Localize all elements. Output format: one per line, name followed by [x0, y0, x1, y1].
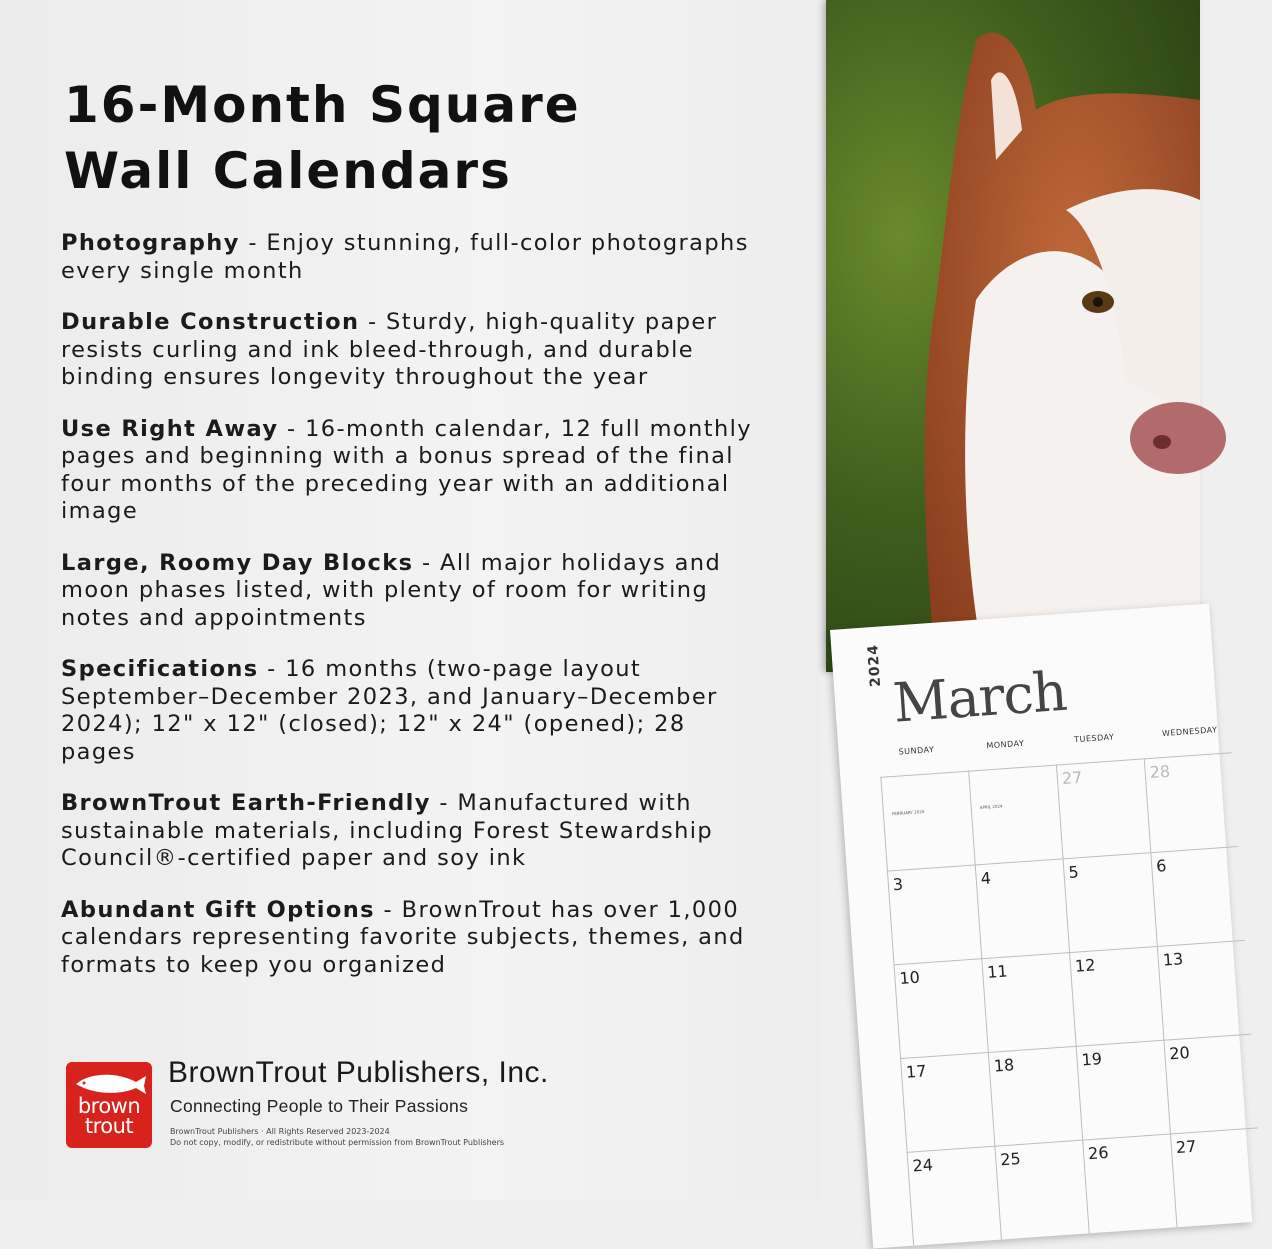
feature-title: Photography — [61, 230, 240, 256]
day-number: 19 — [1080, 1049, 1103, 1070]
day-number: 17 — [905, 1061, 928, 1082]
day-cell — [988, 1046, 1082, 1146]
day-cell — [1144, 752, 1238, 852]
day-number: 11 — [986, 961, 1009, 982]
day-cell — [1076, 1040, 1170, 1140]
page-title — [64, 72, 764, 204]
calendar-month: March — [891, 659, 1069, 735]
day-cell — [887, 864, 981, 964]
feature-list — [61, 230, 761, 1003]
day-header-wednesday: WEDNESDAY — [1161, 725, 1218, 739]
feature-text: - Manufactured with sustainable materials, including Forest Stewardship Council®-certified paper and soy ink — [61, 790, 714, 871]
day-cell — [1056, 758, 1150, 858]
feature-use-right-away — [61, 416, 761, 526]
feature-title: BrownTrout Earth-Friendly — [61, 790, 431, 816]
day-number: 27 — [1061, 767, 1083, 789]
day-cell — [981, 952, 1075, 1052]
publisher-tagline: Connecting People to Their Passions — [170, 1096, 469, 1116]
day-cell — [907, 1146, 1001, 1246]
day-cell — [880, 771, 974, 871]
day-number: 26 — [1087, 1142, 1110, 1164]
feature-text: - BrownTrout has over 1,000 calendars representing favorite subjects, themes, and formats to keep you organized — [61, 896, 745, 978]
feature-title: Specifications — [61, 656, 259, 682]
logo-line-1: brown — [77, 1094, 141, 1118]
calendar-preview — [820, 0, 1218, 1200]
feature-text: - Sturdy, high-quality paper resists curling and ink bleed-through, and durable binding ensures longevity throughout the year — [61, 309, 718, 390]
day-number: 13 — [1162, 949, 1184, 970]
day-cell — [968, 765, 1062, 865]
feature-durable-construction — [61, 309, 761, 392]
day-cell — [994, 1140, 1088, 1240]
day-header-tuesday: TUESDAY — [1073, 732, 1115, 745]
day-number: 3 — [892, 874, 904, 895]
feature-photography — [61, 230, 761, 285]
day-number: 27 — [1175, 1136, 1197, 1158]
day-cell — [1069, 946, 1163, 1046]
title-line-2: Wall Calendars — [64, 142, 512, 200]
day-header-sunday: SUNDAY — [898, 745, 935, 757]
dog-photo — [826, 0, 1200, 672]
feature-specifications — [61, 656, 761, 766]
feature-text: - All major holidays and moon phases listed, with plenty of room for writing notes and appointments — [61, 549, 722, 631]
calendar-grid — [880, 752, 1272, 1246]
day-cell — [1150, 846, 1244, 946]
day-number: 28 — [1149, 761, 1171, 783]
title-line-1: 16-Month Square — [64, 76, 581, 134]
mini-calendar-april: APRIL 2024 — [979, 803, 1003, 810]
feature-text: - 16 months (two-page layout September–December 2023, and January–December 2024); 12" x 12" (closed); 12" x 24" (opened); 28 pages — [61, 656, 718, 765]
feature-text: - 16-month calendar, 12 full monthly pages and beginning with a bonus spread of the final four months of the preceding year with an additional image — [61, 415, 752, 524]
publisher-legal — [170, 1126, 590, 1148]
feature-title: Large, Roomy Day Blocks — [61, 549, 414, 576]
day-number: 25 — [999, 1149, 1022, 1170]
day-cell — [1082, 1134, 1176, 1234]
day-number: 10 — [898, 967, 921, 988]
day-number: 18 — [993, 1055, 1015, 1076]
day-cell — [975, 858, 1069, 958]
feature-title: Abundant Gift Options — [61, 896, 375, 923]
browntrout-logo — [66, 1062, 152, 1148]
day-cell — [1163, 1034, 1257, 1134]
feature-title: Durable Construction — [61, 309, 360, 335]
legal-line-2: Do not copy, modify, or redistribute without permission from BrownTrout Publishers — [170, 1138, 505, 1147]
day-cell — [893, 958, 987, 1058]
feature-text: - Enjoy stunning, full-color photographs every single month — [61, 230, 749, 284]
day-number: 12 — [1074, 955, 1097, 976]
day-number: 4 — [980, 868, 992, 889]
day-header-monday: MONDAY — [986, 738, 1025, 751]
day-cell — [1062, 852, 1156, 952]
logo-wordmark — [66, 1096, 152, 1136]
day-number: 20 — [1168, 1042, 1191, 1064]
mini-calendar-february: FEBRUARY 2024 — [891, 808, 925, 817]
day-cell — [1157, 940, 1251, 1040]
day-cell — [900, 1052, 994, 1152]
calendar-year: 2024 — [865, 643, 885, 688]
publisher-name: BrownTrout Publishers, Inc. — [168, 1056, 549, 1089]
calendar-page — [830, 603, 1252, 1248]
legal-line-1: BrownTrout Publishers · All Rights Reserved 2023-2024 — [170, 1127, 390, 1136]
feature-earth-friendly — [61, 790, 761, 873]
logo-line-2: trout — [84, 1114, 134, 1138]
feature-gift-options — [61, 897, 761, 980]
feature-day-blocks — [61, 550, 761, 633]
day-number: 6 — [1155, 856, 1168, 876]
day-number: 24 — [911, 1155, 934, 1176]
day-number: 5 — [1067, 862, 1080, 882]
day-cell — [1170, 1127, 1264, 1227]
feature-title: Use Right Away — [61, 415, 279, 442]
husky-dog-image — [826, 0, 1200, 672]
